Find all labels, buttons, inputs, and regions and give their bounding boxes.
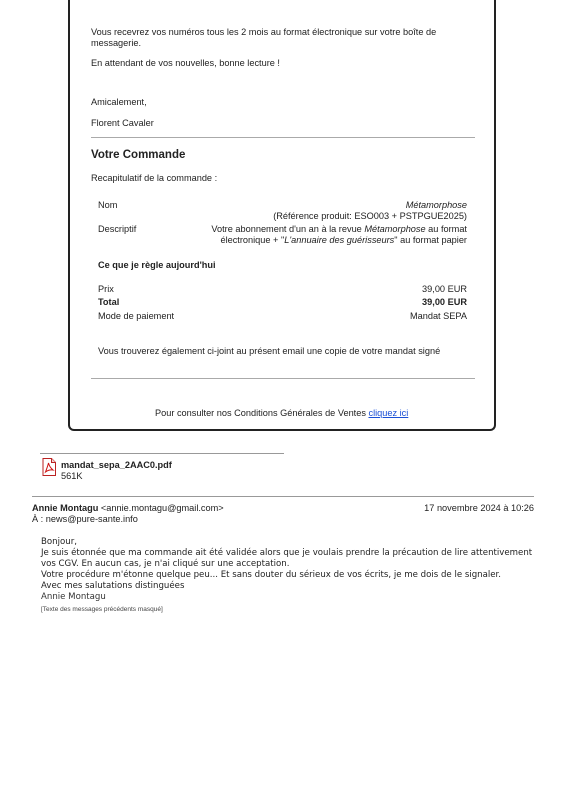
reply-divider [32, 496, 534, 497]
reply-body-line: Bonjour, [41, 537, 77, 547]
intro-text-line: messagerie. [91, 38, 142, 48]
price-value: 39,00 EUR [422, 284, 467, 294]
description-line-2: électronique + "L'annuaire des guérisseurs" au format papier [220, 235, 467, 245]
pdf-file-icon[interactable] [42, 458, 56, 476]
total-label: Total [98, 297, 120, 307]
payment-method-label: Mode de paiement [98, 311, 175, 321]
price-label: Prix [98, 284, 114, 294]
mandate-note: Vous trouverez également ci-joint au présent email une copie de votre mandat signé [98, 346, 441, 356]
order-title: Votre Commande [91, 149, 186, 161]
divider [91, 137, 475, 138]
description-label: Descriptif [98, 224, 137, 234]
order-summary-label: Recapitulatif de la commande : [91, 173, 218, 183]
product-reference: (Référence produit: ESO003 + PSTPGUE2025) [273, 211, 467, 221]
attachment-size: 561K [61, 471, 83, 481]
sender-name: Annie Montagu [32, 503, 99, 513]
reply-body-line: vos CGV. En aucun cas, je n'ai cliqué sur une acceptation. [41, 559, 290, 569]
greeting: Amicalement, [91, 97, 147, 107]
signature: Florent Cavaler [91, 118, 154, 128]
name-label: Nom [98, 200, 118, 210]
attachment-filename[interactable]: mandat_sepa_2AAC0.pdf [61, 460, 172, 470]
intro-text-line: En attendant de vos nouvelles, bonne lecture ! [91, 58, 280, 68]
divider [91, 378, 475, 379]
intro-text-line: Vous recevrez vos numéros tous les 2 mois au format électronique sur votre boîte de [91, 27, 437, 37]
payment-method-value: Mandat SEPA [409, 311, 467, 321]
reply-body-line: Je suis étonnée que ma commande ait été validée alors que je voulais prendre la précaution de lire attentivement [41, 548, 533, 558]
cgv-link[interactable]: cliquez ici [368, 408, 409, 418]
attachment-divider [40, 453, 284, 454]
reply-date: 17 novembre 2024 à 10:26 [424, 503, 534, 513]
product-name: Métamorphose [405, 200, 467, 210]
payment-title: Ce que je règle aujourd'hui [98, 260, 216, 270]
reply-body-line: Avec mes salutations distinguées [41, 581, 185, 591]
total-value: 39,00 EUR [422, 297, 467, 307]
sender-email: <annie.montagu@gmail.com> [100, 503, 224, 513]
hidden-messages-note[interactable]: [Texte des messages précédents masqué] [41, 606, 163, 613]
reply-body-line: Annie Montagu [41, 592, 106, 602]
description-line-1: Votre abonnement d'un an à la revue Métamorphose au format [211, 224, 467, 234]
cgv-line: Pour consulter nos Conditions Générales de Ventes cliquez ici [155, 408, 409, 418]
reply-sender [32, 503, 224, 514]
reply-recipient: À : news@pure-sante.info [32, 514, 138, 524]
reply-body-line: Votre procédure m'étonne quelque peu... Et sans douter du sérieux de vos écrits, je me dois de le signaler. [41, 570, 502, 580]
